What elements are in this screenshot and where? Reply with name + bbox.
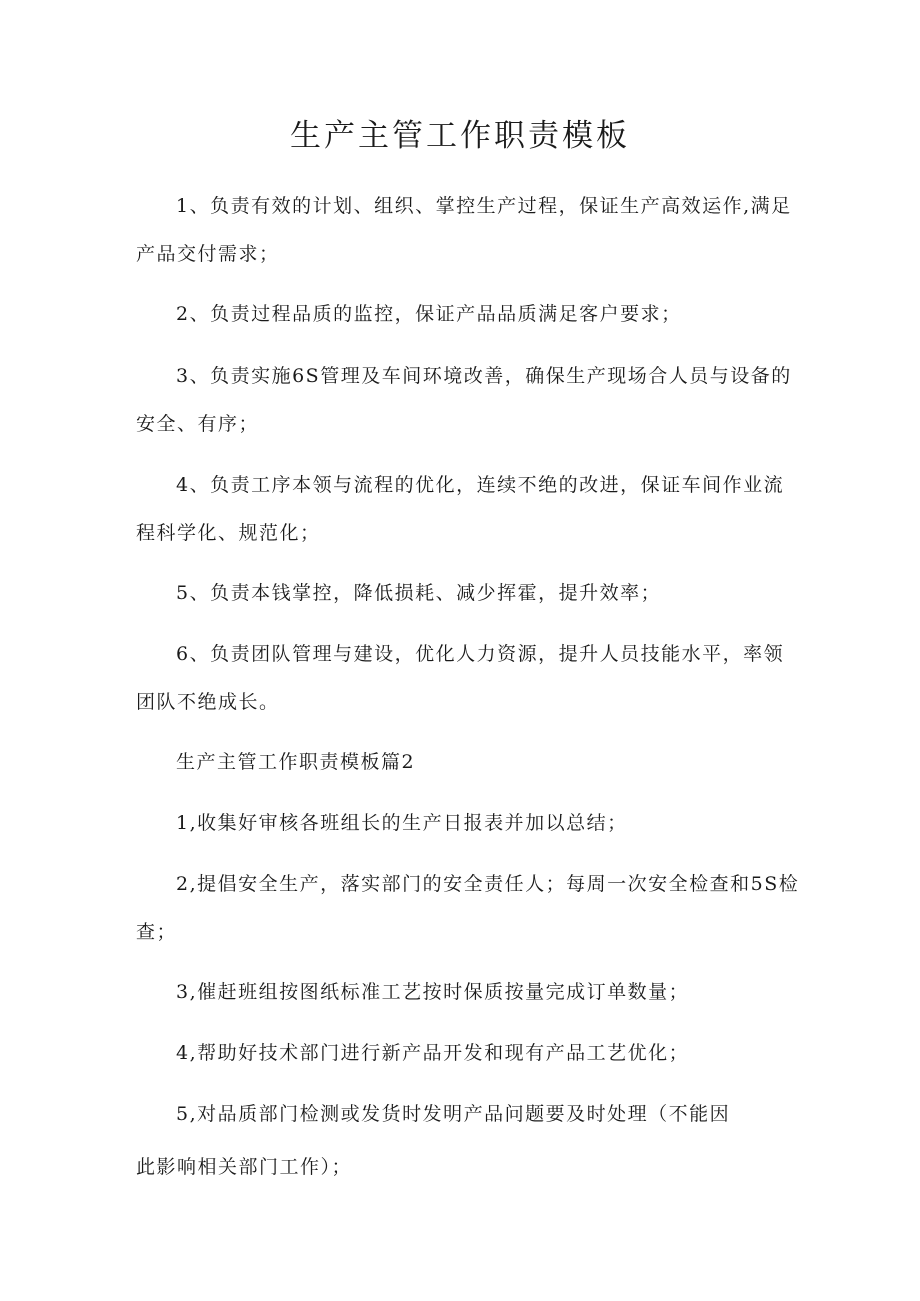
paragraph-10: 4,帮助好技术部门进行新产品开发和现有产品工艺优化； [176, 1042, 690, 1064]
document-title: 生产主管工作职责模板 [290, 118, 630, 154]
paragraph-7: 1,收集好审核各班组长的生产日报表并加以总结； [176, 812, 628, 834]
paragraph-11: 5,对品质部门检测或发货时发明产品问题要及时处理（不能因 [176, 1103, 731, 1125]
paragraph-3: 3、负责实施6S管理及车间环境改善，确保生产现场合人员与设备的安全、有序； [136, 365, 792, 435]
paragraph-8: 2,提倡安全生产，落实部门的安全责任人；每周一次安全检查和5S检查； [136, 873, 800, 943]
paragraph-2: 2、负责过程品质的监控，保证产品品质满足客户要求； [176, 303, 682, 325]
paragraph-5: 5、负责本钱掌控，降低损耗、减少挥霍，提升效率； [176, 582, 662, 604]
paragraph-1: 1、负责有效的计划、组织、掌控生产过程，保证生产高效运作,满足产品交付需求； [136, 195, 792, 265]
paragraph-9: 3,催赶班组按图纸标准工艺按时保质按量完成订单数量； [176, 981, 690, 1003]
section-heading: 生产主管工作职责模板篇2 [176, 751, 416, 773]
paragraph-6: 6、负责团队管理与建设，优化人力资源，提升人员技能水平，率领团队不绝成长。 [136, 643, 785, 713]
paragraph-4: 4、负责工序本领与流程的优化，连续不绝的改进，保证车间作业流程科学化、规范化； [136, 474, 785, 544]
paragraph-11-continued: 此影响相关部门工作）； [136, 1156, 353, 1178]
